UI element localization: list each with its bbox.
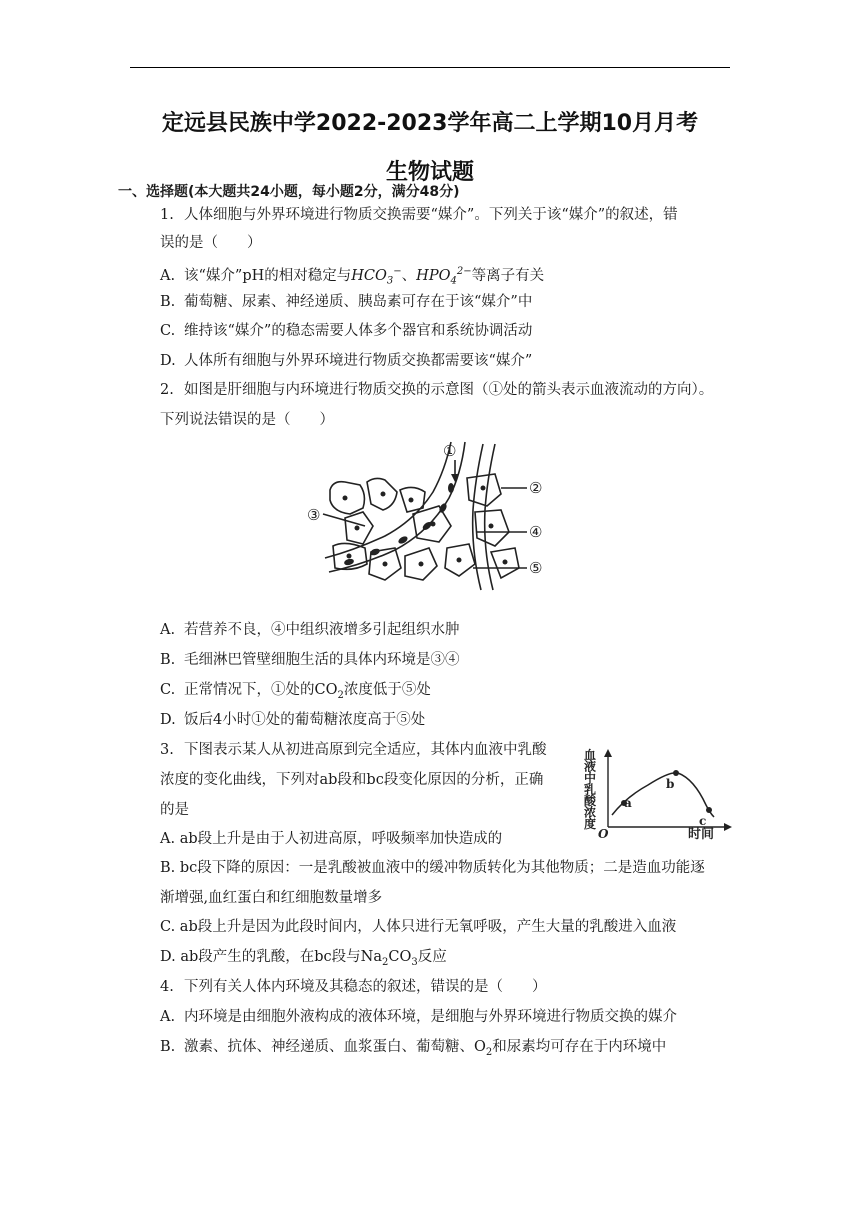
- question-3-stem: 3. 下图表示某人从初进高原到完全适应，其体内血液中乳酸: [160, 742, 547, 758]
- point-label-b: b: [666, 777, 675, 791]
- question-1-option-b: B. 葡萄糖、尿素、神经递质、胰岛素可存在于该“媒介”中: [160, 294, 533, 310]
- question-1-option-a: A. 该“媒介”pH的相对稳定与$HCO_3^-$、$HPO_4^{2-}$等离子有关: [160, 266, 545, 287]
- section-heading: 一、选择题(本大题共24小题，每小题2分，满分48分): [118, 184, 460, 200]
- question-3-option-d: D. ab段产生的乳酸，在bc段与$Na_2CO_3$反应: [160, 949, 447, 968]
- question-1-stem-cont: 误的是（ ）: [160, 235, 262, 251]
- y-axis-label-char: 血: [584, 748, 597, 762]
- question-4-option-a: A. 内环境是由细胞外液构成的液体环境，是细胞与外界环境进行物质交换的媒介: [160, 1009, 677, 1025]
- diagram-label-4: ④: [529, 523, 543, 541]
- question-4-stem: 4. 下列有关人体内环境及其稳态的叙述，错误的是（ ）: [160, 979, 547, 995]
- point-c: [706, 807, 712, 813]
- y-axis-label-char: 乳: [584, 782, 597, 797]
- question-1-stem: 1. 人体细胞与外界环境进行物质交换需要“媒介”。下列关于该“媒介”的叙述，错: [160, 207, 678, 223]
- lactate-curve-chart: [578, 745, 733, 841]
- liver-cell-diagram: [305, 440, 555, 592]
- y-axis-label-char: 度: [584, 817, 597, 831]
- question-3-stem-cont: 浓度的变化曲线，下列对ab段和bc段变化原因的分析，正确: [160, 772, 544, 788]
- question-2-stem: 2. 如图是肝细胞与内环境进行物质交换的示意图（①处的箭头表示血液流动的方向）。: [160, 382, 714, 398]
- x-axis-arrow-icon: [724, 823, 732, 831]
- origin-label: O: [598, 827, 609, 841]
- question-4-option-b: B. 激素、抗体、神经递质、血浆蛋白、葡萄糖、$O_2$和尿素均可存在于内环境中: [160, 1039, 667, 1058]
- question-2-option-d: D. 饭后4小时①处的葡萄糖浓度高于⑤处: [160, 712, 426, 728]
- question-number: 4.: [160, 979, 174, 995]
- diagram-label-5: ⑤: [529, 559, 543, 577]
- y-axis-label-char: 中: [584, 771, 597, 785]
- y-axis-label-char: 液: [584, 759, 597, 774]
- question-2-option-a: A. 若营养不良，④中组织液增多引起组织水肿: [160, 622, 460, 638]
- question-number: 2.: [160, 382, 174, 398]
- question-2-option-c: C. 正常情况下，①处的$CO_2$浓度低于⑤处: [160, 682, 431, 701]
- y-axis-label-char: 浓: [584, 805, 597, 820]
- diagram-label-2: ②: [529, 479, 543, 497]
- x-axis-label: 时间: [688, 827, 715, 841]
- y-axis-arrow-icon: [604, 749, 612, 757]
- question-number: 1.: [160, 207, 174, 223]
- question-1-option-c: C. 维持该“媒介”的稳态需要人体多个器官和系统协调活动: [160, 323, 533, 339]
- question-1-option-d: D. 人体所有细胞与外界环境进行物质交换都需要该“媒介”: [160, 353, 533, 369]
- diagram-label-1: ①: [443, 442, 457, 460]
- question-3-option-b: B. bc段下降的原因：一是乳酸被血液中的缓冲物质转化为其他物质；二是造血功能逐: [160, 860, 705, 876]
- point-label-a: a: [624, 796, 632, 810]
- exam-title: 定远县民族中学2022-2023学年高二上学期10月月考: [161, 111, 699, 136]
- y-axis-label-char: 酸: [584, 794, 597, 808]
- question-3-option-b-cont: 渐增强,血红蛋白和红细胞数量增多: [160, 890, 383, 906]
- question-2-stem-cont: 下列说法错误的是（ ）: [160, 412, 334, 428]
- question-number: 3.: [160, 742, 174, 758]
- lactate-curve: [612, 773, 714, 817]
- question-3-stem-cont: 的是: [160, 802, 189, 818]
- exam-subtitle: 生物试题: [385, 160, 474, 185]
- question-2-option-b: B. 毛细淋巴管壁细胞生活的具体内环境是③④: [160, 652, 460, 668]
- diagram-label-3: ③: [307, 506, 321, 524]
- question-3-option-c: C. ab段上升是因为此段时间内，人体只进行无氧呼吸，产生大量的乳酸进入血液: [160, 919, 677, 935]
- header-rule: [130, 67, 730, 68]
- point-b: [673, 770, 679, 776]
- point-label-c: c: [699, 814, 707, 828]
- blood-cell: [343, 558, 354, 566]
- label-line: [323, 514, 365, 526]
- blood-cell: [448, 483, 454, 493]
- question-3-option-a: A. ab段上升是由于人初进高原，呼吸频率加快造成的: [160, 831, 503, 847]
